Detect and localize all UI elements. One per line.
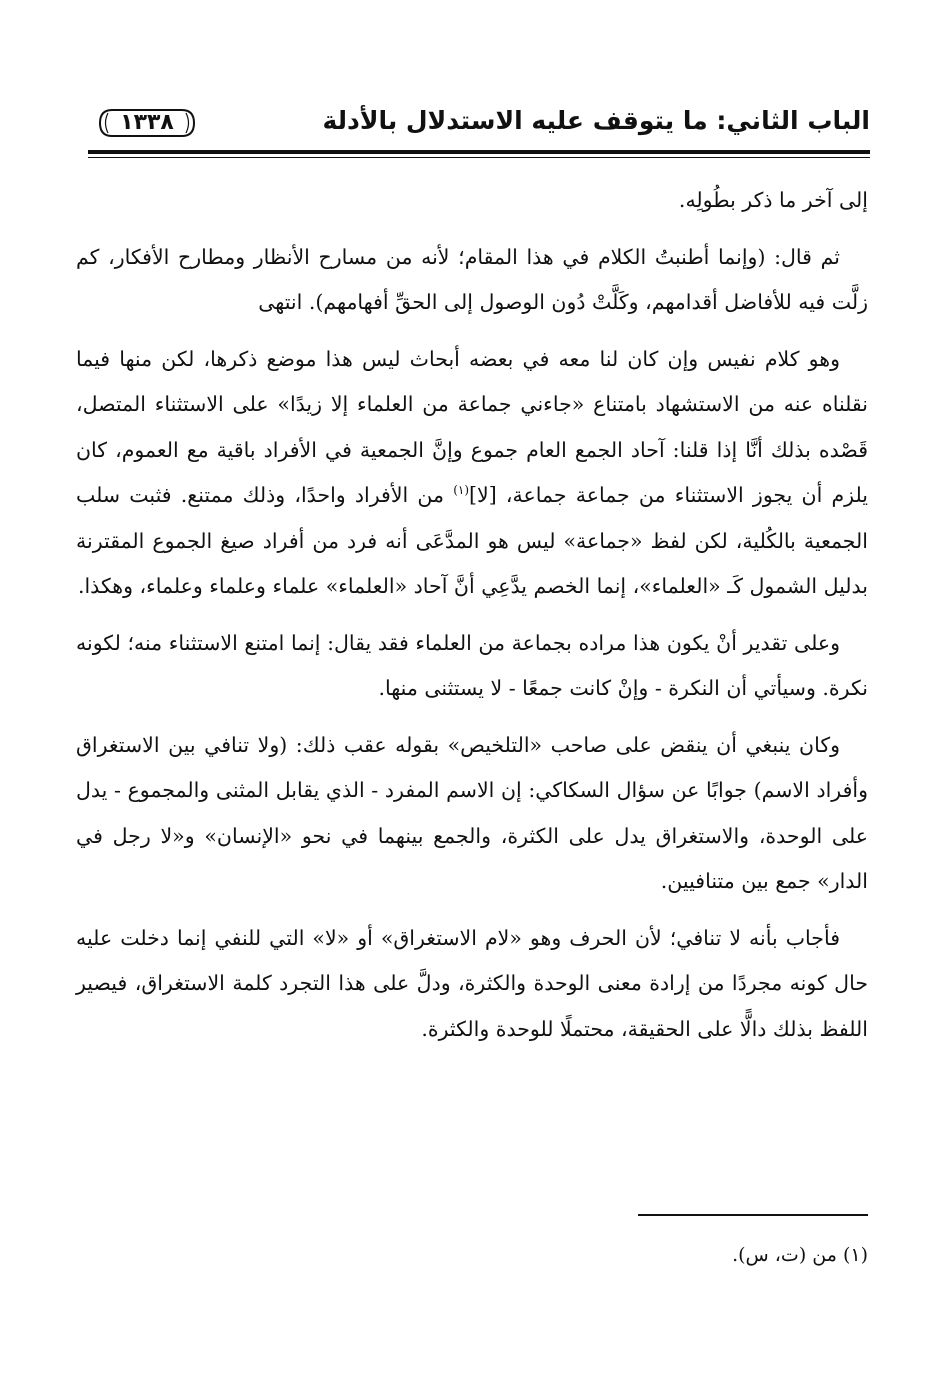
paragraph <box>76 337 868 610</box>
paragraph: ثم قال: (وإنما أطنبتُ الكلام في هذا المقام؛ لأنه من مسارح الأنظار ومطارح الأفكار، كم زلَّت فيه للأفاضل أقدامهم، وكَلَّتْ دُون الوصول إلى الحقِّ أفهامهم). انتهى <box>76 244 868 314</box>
running-header <box>88 100 870 150</box>
paragraph: وعلى تقدير أنْ يكون هذا مراده بجماعة من العلماء فقد يقال: إنما امتنع الاستثناء منه؛ لكونه نكرة. وسيأتي أن النكرة - وإنْ كانت جمعًا - لا يستثنى منها. <box>76 630 868 700</box>
header-rule-thick <box>88 150 870 154</box>
main-text <box>76 178 868 1063</box>
header-rule-thin <box>88 157 870 158</box>
page-number: ١٣٣٨ <box>120 110 174 135</box>
footnote-separator <box>638 1214 868 1216</box>
chapter-title: الباب الثاني: ما يتوقف عليه الاستدلال بالأدلة <box>322 106 870 135</box>
footnote-reference: (١) <box>453 483 470 498</box>
paragraph: فأجاب بأنه لا تنافي؛ لأن الحرف وهو «لام الاستغراق» أو «لا» التي للنفي إنما دخلت عليه حال كونه مجردًا من إرادة معنى الوحدة والكثرة، ودلَّ على هذا التجرد كلمة الاستغراق، فيصير اللفظ بذلك دالًّا على الحقيقة، محتملًا للوحدة والكثرة. <box>76 925 868 1041</box>
page-number-badge <box>98 108 196 138</box>
footnote: (١) من (ت، س). <box>732 1244 868 1266</box>
paragraph-text: وهو كلام نفيس وإن كان لنا معه في بعضه أبحاث ليس هذا موضع ذكرها، لكن منها فيما نقلناه عنه من الاستشهاد بامتناع «جاءني جماعة من العلماء إلا زيدًا» على الاستثناء المتصل، قَصْده بذلك أنَّا إذا قلنا: آحاد الجمع العام جموع وإنَّ الجمعية في الأفراد باقية مع العموم، كان يلزم أن يجوز الاستثناء من جماعة جماعة، [لا] <box>76 346 868 507</box>
paragraph: إلى آخر ما ذكر بطُولِه. <box>678 188 868 212</box>
paragraph-text: من الأفراد واحدًا، وذلك ممتنع. فثبت سلب الجمعية بالكُلية، لكن لفظ «جماعة» ليس هو المدَّعَى أنه فرد من أفراد صيغ الجموع المقترنة بدليل الشمول كَـ «العلماء»، إنما الخصم يدَّعِي أنَّ آحاد «العلماء» علماء وعلماء وعلماء، وهكذا. <box>76 483 868 598</box>
paragraph: وكان ينبغي أن ينقض على صاحب «التلخيص» بقوله عقب ذلك: (ولا تنافي بين الاستغراق وأفراد الاسم) جوابًا عن سؤال السكاكي: إن الاسم المفرد - الذي يقابل المثنى والمجموع - يدل على الوحدة، والاستغراق يدل على الكثرة، والجمع بينهما في نحو «الإنسان» و«لا رجل في الدار» جمع بين متنافيين. <box>76 732 868 893</box>
